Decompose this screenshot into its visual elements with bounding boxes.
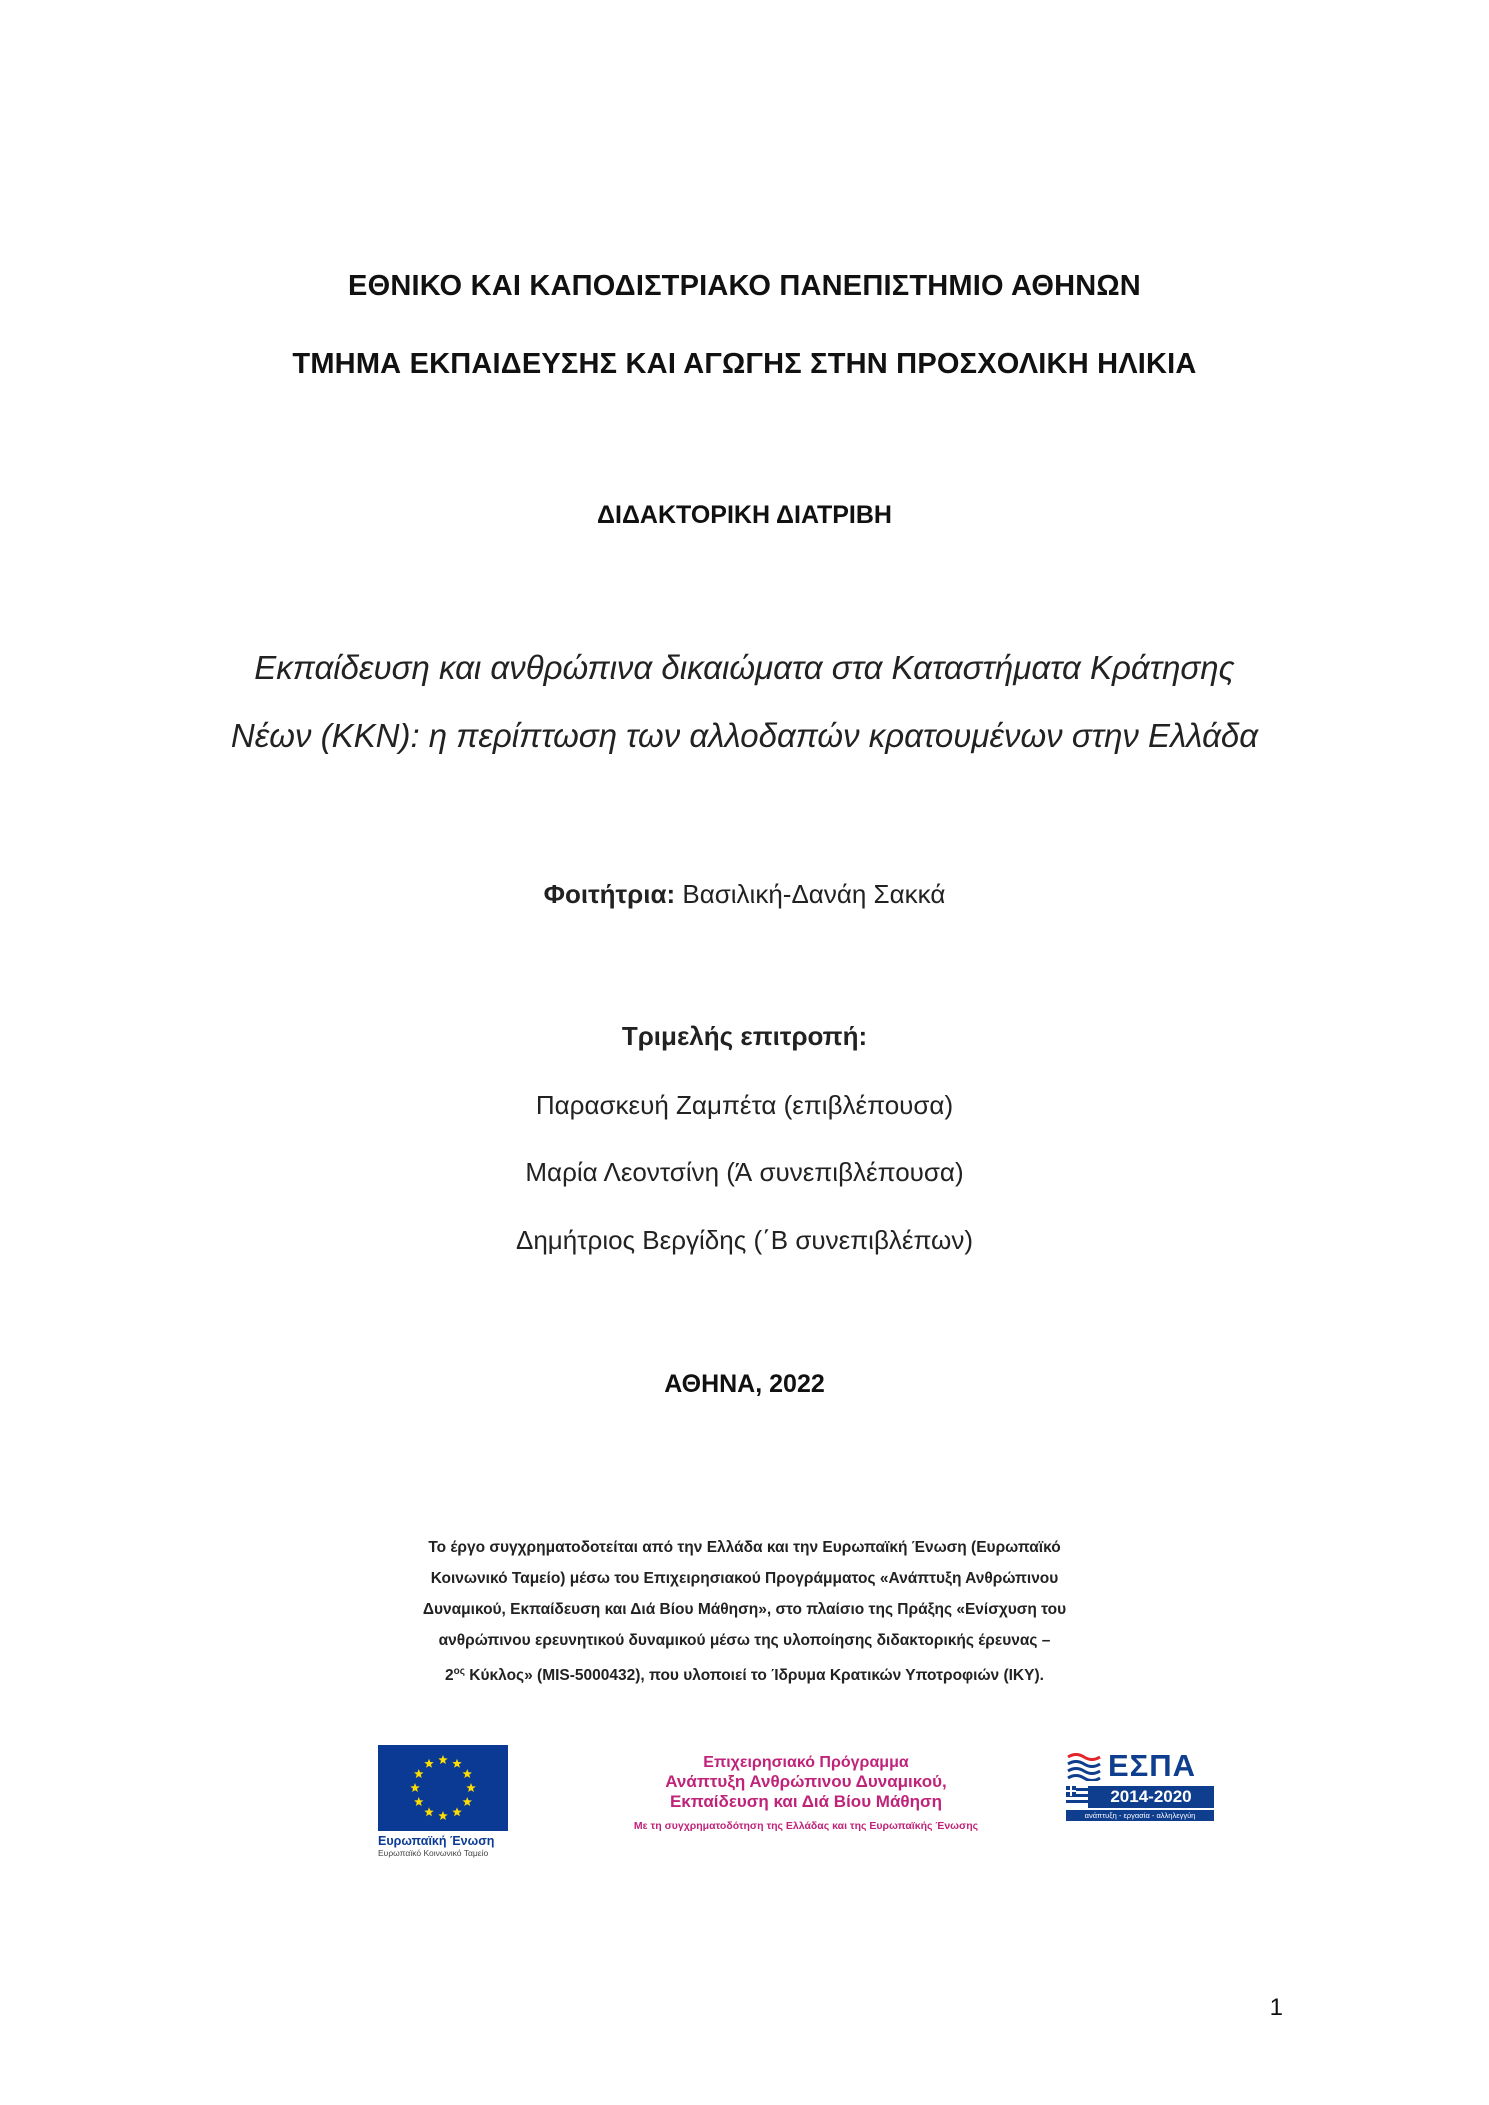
document-type: ΔΙΔΑΚΤΟΡΙΚΗ ΔΙΑΤΡΙΒΗ	[597, 501, 892, 529]
committee-member: Μαρία Λεοντσίνη (Ά συνεπιβλέπουσα)	[525, 1157, 964, 1187]
programme-logo-line-2: Ανάπτυξη Ανθρώπινου Δυναμικού,	[665, 1772, 947, 1791]
funding-line-last: $2^{o\varsigma}$ Κύκλος» (MIS-5000432), που υλοποιεί το Ίδρυμα Κρατικών Υποτροφιών (ΙΚΥ).	[445, 1666, 1044, 1685]
funding-line: ανθρώπινου ερευνητικού δυναμικού μέσω της υλοποίησης διδακτορικής έρευνας –	[438, 1632, 1051, 1649]
eu-star-icon	[462, 1769, 472, 1778]
eu-flag-icon	[378, 1745, 508, 1831]
thesis-title-line-2: Νέων (ΚΚΝ): η περίπτωση των αλλοδαπών κρατουμένων στην Ελλάδα	[230, 717, 1259, 754]
student-line	[0, 879, 1489, 910]
eu-star-icon	[466, 1783, 476, 1792]
funding-line: Δυναμικού, Εκπαίδευση και Διά Βίου Μάθηση», στο πλαίσιο της Πράξης «Ενίσχυση του	[422, 1601, 1067, 1618]
espa-waves-icon	[1066, 1751, 1102, 1781]
department-name: ΤΜΗΜΑ ΕΚΠΑΙΔΕΥΣΗΣ ΚΑΙ ΑΓΩΓΗΣ ΣΤΗΝ ΠΡΟΣΧΟΛΙΚΗ ΗΛΙΚΙΑ	[292, 348, 1197, 380]
university-name: ΕΘΝΙΚΟ ΚΑΙ ΚΑΠΟΔΙΣΤΡΙΑΚΟ ΠΑΝΕΠΙΣΤΗΜΙΟ ΑΘΗΝΩΝ	[348, 270, 1141, 302]
committee-label: Τριμελής επιτροπή:	[621, 1021, 868, 1051]
espa-years: 2014-2020	[1088, 1786, 1214, 1808]
eu-star-icon	[452, 1759, 462, 1768]
eu-logo-subcaption: Ευρωπαϊκό Κοινωνικό Ταμείο	[378, 1848, 489, 1858]
page-number: 1	[1269, 1994, 1283, 2021]
eu-star-icon	[414, 1797, 424, 1806]
programme-logo-line-3: Εκπαίδευση και Διά Βίου Μάθηση	[669, 1792, 943, 1811]
eu-logo-caption: Ευρωπαϊκή Ένωση	[378, 1834, 495, 1848]
espa-logo	[1066, 1748, 1214, 1821]
funding-line: Κοινωνικό Ταμείο) μέσω του Επιχειρησιακού Προγράμματος «Ανάπτυξη Ανθρώπινου	[430, 1570, 1059, 1587]
eu-star-icon	[424, 1807, 434, 1816]
eu-star-icon	[414, 1769, 424, 1778]
eu-star-icon	[438, 1811, 448, 1820]
programme-logo-line-1: Επιχειρησιακό Πρόγραμμα	[703, 1754, 909, 1771]
eu-star-icon	[424, 1759, 434, 1768]
funding-line: Το έργο συγχρηματοδοτείται από την Ελλάδα και την Ευρωπαϊκή Ένωση (Ευρωπαϊκό	[428, 1539, 1061, 1556]
greek-flag-icon	[1066, 1786, 1088, 1808]
espa-wordmark: ΕΣΠΑ	[1108, 1748, 1197, 1783]
eu-star-icon	[438, 1755, 448, 1764]
eu-logo	[378, 1745, 512, 1858]
student-label: Φοιτήτρια:	[543, 879, 676, 909]
committee-member: Δημήτριος Βεργίδης (΄Β συνεπιβλέπων)	[515, 1225, 974, 1255]
place-and-year: ΑΘΗΝΑ, 2022	[664, 1370, 825, 1398]
funding-statement	[0, 1532, 1489, 1691]
thesis-title-line-1: Εκπαίδευση και ανθρώπινα δικαιώματα στα Καταστήματα Κράτησης	[254, 649, 1235, 686]
operational-programme-logo	[596, 1754, 1016, 1832]
eu-star-icon	[410, 1783, 420, 1792]
student-name: Βασιλική-Δανάη Σακκά	[675, 879, 946, 909]
programme-logo-line-4: Με τη συγχρηματοδότηση της Ελλάδας και της Ευρωπαϊκής Ένωσης	[633, 1820, 979, 1832]
eu-star-icon	[462, 1797, 472, 1806]
espa-tagline: ανάπτυξη - εργασία - αλληλεγγύη	[1066, 1810, 1214, 1821]
committee-member: Παρασκευή Ζαμπέτα (επιβλέπουσα)	[535, 1090, 954, 1120]
eu-star-icon	[452, 1807, 462, 1816]
